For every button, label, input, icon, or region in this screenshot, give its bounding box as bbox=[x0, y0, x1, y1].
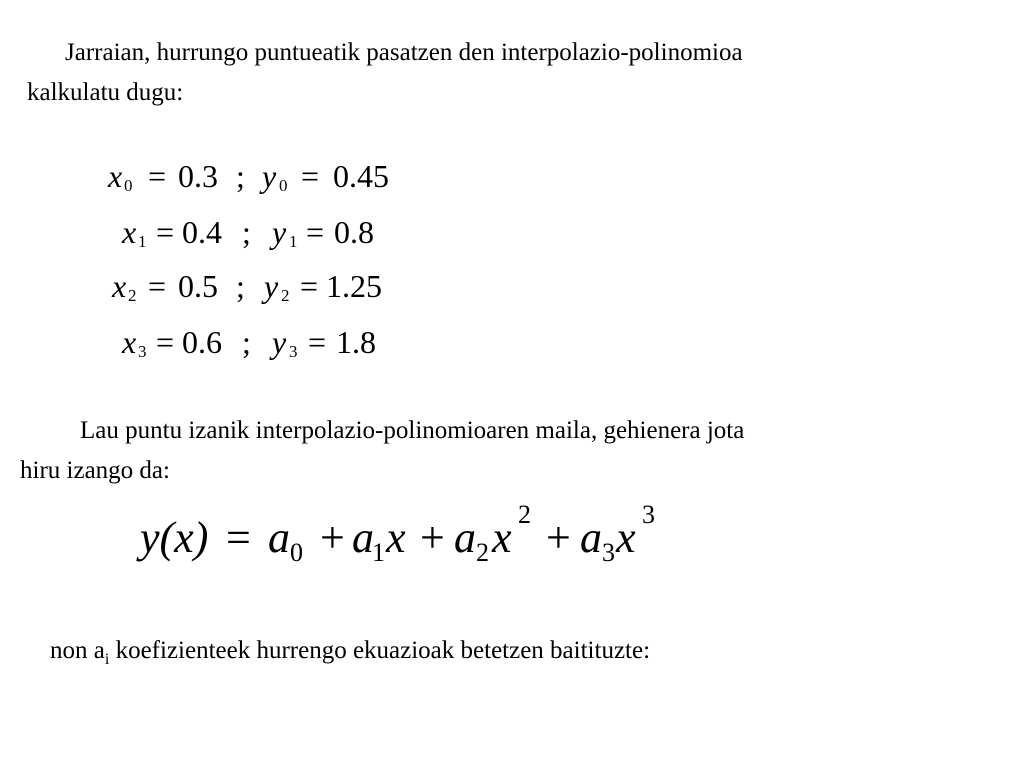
poly-index-1: 1 bbox=[372, 538, 385, 567]
y-index: 3 bbox=[289, 342, 298, 361]
equals: = bbox=[156, 214, 175, 250]
poly-x-2: x bbox=[492, 513, 512, 562]
polynomial-equation bbox=[140, 500, 680, 568]
footer-prefix: non a bbox=[50, 637, 105, 664]
x-index: 3 bbox=[138, 342, 147, 361]
footer-subscript: i bbox=[104, 651, 110, 668]
x-index: 2 bbox=[128, 286, 137, 305]
x-value: 0.4 bbox=[182, 214, 222, 250]
separator: ; bbox=[236, 268, 245, 304]
poly-lhs: y(x) bbox=[140, 513, 209, 562]
x-index: 0 bbox=[124, 176, 133, 195]
x-index: 1 bbox=[138, 232, 147, 251]
footer-line bbox=[50, 632, 650, 679]
y-symbol: y bbox=[262, 158, 277, 194]
x-value: 0.6 bbox=[182, 324, 222, 360]
poly-plus-2: + bbox=[420, 513, 445, 562]
y-symbol: y bbox=[272, 214, 287, 250]
equals: = bbox=[156, 324, 175, 360]
x-symbol: x bbox=[122, 214, 137, 250]
point-row-0 bbox=[108, 156, 408, 196]
equals: = bbox=[301, 158, 320, 194]
intro-line-2: kalkulatu dugu: bbox=[27, 79, 184, 106]
equals: = bbox=[148, 268, 167, 304]
point-row-3 bbox=[122, 322, 422, 362]
poly-coef-a3: a bbox=[580, 513, 602, 562]
poly-x-1: x bbox=[386, 513, 406, 562]
poly-coef-a1: a bbox=[352, 513, 374, 562]
equals: = bbox=[300, 268, 319, 304]
x-symbol: x bbox=[112, 268, 127, 304]
poly-plus-3: + bbox=[546, 513, 571, 562]
y-index: 0 bbox=[279, 176, 288, 195]
y-index: 1 bbox=[289, 232, 298, 251]
footer-rest: koefizienteek hurrengo ekuazioak betetzen baitituzte: bbox=[109, 637, 651, 664]
poly-power-3: 3 bbox=[642, 500, 655, 529]
poly-index-0: 0 bbox=[290, 538, 303, 567]
point-row-2 bbox=[112, 266, 412, 306]
equals: = bbox=[306, 214, 325, 250]
x-symbol: x bbox=[108, 158, 123, 194]
separator: ; bbox=[242, 324, 251, 360]
y-index: 2 bbox=[281, 286, 290, 305]
y-value: 1.8 bbox=[336, 324, 376, 360]
equals: = bbox=[148, 158, 167, 194]
poly-coef-a0: a bbox=[268, 513, 290, 562]
poly-equals: = bbox=[226, 513, 251, 562]
x-value: 0.5 bbox=[178, 268, 218, 304]
y-symbol: y bbox=[264, 268, 279, 304]
poly-x-3: x bbox=[616, 513, 636, 562]
separator: ; bbox=[242, 214, 251, 250]
separator: ; bbox=[236, 158, 245, 194]
poly-index-3: 3 bbox=[602, 538, 615, 567]
poly-plus-1: + bbox=[320, 513, 345, 562]
y-value: 0.45 bbox=[333, 158, 389, 194]
poly-power-2: 2 bbox=[518, 500, 531, 529]
y-symbol: y bbox=[272, 324, 287, 360]
y-value: 0.8 bbox=[334, 214, 374, 250]
intro-line-1: Jarraian, hurrungo puntueatik pasatzen den interpolazio-polinomioa bbox=[65, 39, 743, 66]
x-value: 0.3 bbox=[178, 158, 218, 194]
middle-line-2: hiru izango da: bbox=[20, 457, 170, 484]
x-symbol: x bbox=[122, 324, 137, 360]
equals: = bbox=[308, 324, 327, 360]
y-value: 1.25 bbox=[326, 268, 382, 304]
point-row-1 bbox=[122, 212, 422, 252]
middle-line-1: Lau puntu izanik interpolazio-polinomioaren maila, gehienera jota bbox=[80, 417, 745, 444]
poly-index-2: 2 bbox=[476, 538, 489, 567]
poly-coef-a2: a bbox=[454, 513, 476, 562]
